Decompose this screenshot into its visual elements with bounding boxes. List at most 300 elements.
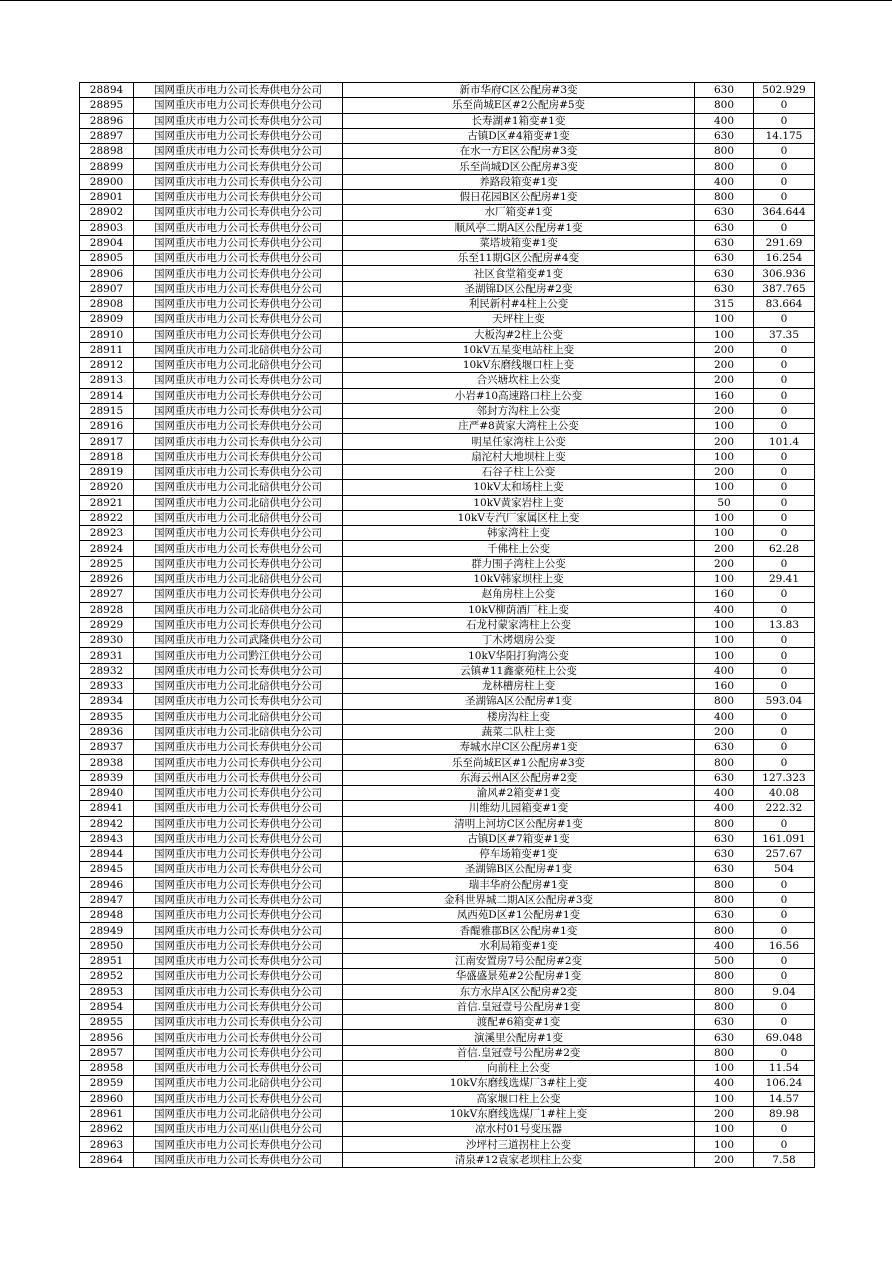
value-cell: 127.323 (754, 770, 815, 785)
value-cell: 83.664 (754, 296, 815, 311)
station-name-cell: 瑞丰华府公配房#1变 (343, 877, 695, 892)
station-name-cell: 圣湖锦B区公配房#1变 (343, 862, 695, 877)
company-cell: 国网重庆市电力公司长寿供电分公司 (134, 938, 343, 953)
company-cell: 国网重庆市电力公司长寿供电分公司 (134, 403, 343, 418)
company-cell: 国网重庆市电力公司长寿供电分公司 (134, 954, 343, 969)
station-name-cell: 10kV太和场柱上变 (343, 480, 695, 495)
row-number-cell: 28913 (80, 373, 134, 388)
table-row (80, 342, 815, 357)
station-name-cell: 假日花园B区公配房#1变 (343, 189, 695, 204)
row-number-cell: 28959 (80, 1076, 134, 1091)
value-cell: 0 (754, 648, 815, 663)
row-number-cell: 28956 (80, 1030, 134, 1045)
value-cell: 0 (754, 403, 815, 418)
company-cell: 国网重庆市电力公司长寿供电分公司 (134, 526, 343, 541)
company-cell: 国网重庆市电力公司长寿供电分公司 (134, 1061, 343, 1076)
station-name-cell: 邻封方沟柱上公变 (343, 403, 695, 418)
row-number-cell: 28938 (80, 755, 134, 770)
row-number-cell: 28948 (80, 908, 134, 923)
station-name-cell: 乐至11期G区公配房#4变 (343, 251, 695, 266)
station-name-cell: 在水一方E区公配房#3变 (343, 144, 695, 159)
company-cell: 国网重庆市电力公司长寿供电分公司 (134, 189, 343, 204)
company-cell: 国网重庆市电力公司长寿供电分公司 (134, 908, 343, 923)
value-cell: 16.254 (754, 251, 815, 266)
row-number-cell: 28947 (80, 892, 134, 907)
capacity-cell: 400 (695, 602, 754, 617)
company-cell: 国网重庆市电力公司长寿供电分公司 (134, 1091, 343, 1106)
company-cell: 国网重庆市电力公司长寿供电分公司 (134, 1015, 343, 1030)
value-cell: 0 (754, 419, 815, 434)
station-name-cell: 10kV柳荫酒厂柱上变 (343, 602, 695, 617)
station-name-cell: 凉水村01号变压器 (343, 1122, 695, 1137)
row-number-cell: 28914 (80, 388, 134, 403)
company-cell: 国网重庆市电力公司长寿供电分公司 (134, 999, 343, 1014)
table-row (80, 617, 815, 632)
capacity-cell: 630 (695, 740, 754, 755)
table-row (80, 633, 815, 648)
capacity-cell: 800 (695, 755, 754, 770)
capacity-cell: 800 (695, 984, 754, 999)
table-row (80, 189, 815, 204)
capacity-cell: 630 (695, 1015, 754, 1030)
table-row (80, 495, 815, 510)
value-cell: 0 (754, 312, 815, 327)
capacity-cell: 100 (695, 449, 754, 464)
row-number-cell: 28936 (80, 724, 134, 739)
station-name-cell: 乐至尚城E区#1公配房#3变 (343, 755, 695, 770)
value-cell: 0 (754, 954, 815, 969)
company-cell: 国网重庆市电力公司长寿供电分公司 (134, 847, 343, 862)
value-cell: 13.83 (754, 617, 815, 632)
table-row (80, 755, 815, 770)
company-cell: 国网重庆市电力公司长寿供电分公司 (134, 251, 343, 266)
capacity-cell: 630 (695, 205, 754, 220)
company-cell: 国网重庆市电力公司长寿供电分公司 (134, 312, 343, 327)
capacity-cell: 630 (695, 1030, 754, 1045)
table-row (80, 1137, 815, 1152)
table-row (80, 281, 815, 296)
table-row (80, 938, 815, 953)
table-row (80, 266, 815, 281)
table-row (80, 847, 815, 862)
table-row (80, 1106, 815, 1121)
capacity-cell: 630 (695, 847, 754, 862)
capacity-cell: 630 (695, 908, 754, 923)
row-number-cell: 28939 (80, 770, 134, 785)
company-cell: 国网重庆市电力公司长寿供电分公司 (134, 296, 343, 311)
row-number-cell: 28904 (80, 235, 134, 250)
station-name-cell: 香醍雅郡B区公配房#1变 (343, 923, 695, 938)
capacity-cell: 160 (695, 587, 754, 602)
value-cell: 0 (754, 98, 815, 113)
capacity-cell: 800 (695, 923, 754, 938)
company-cell: 国网重庆市电力公司长寿供电分公司 (134, 587, 343, 602)
station-name-cell: 华盛盛景苑#2公配房#1变 (343, 969, 695, 984)
row-number-cell: 28907 (80, 281, 134, 296)
value-cell: 37.35 (754, 327, 815, 342)
row-number-cell: 28952 (80, 969, 134, 984)
table-row (80, 908, 815, 923)
company-cell: 国网重庆市电力公司长寿供电分公司 (134, 923, 343, 938)
station-name-cell: 10kV韩家坝柱上变 (343, 572, 695, 587)
station-name-cell: 10kV黄家岩柱上变 (343, 495, 695, 510)
company-cell: 国网重庆市电力公司长寿供电分公司 (134, 755, 343, 770)
value-cell: 0 (754, 908, 815, 923)
table-row (80, 1091, 815, 1106)
table-row (80, 388, 815, 403)
table-row (80, 816, 815, 831)
capacity-cell: 400 (695, 938, 754, 953)
station-name-cell: 养路段箱变#1变 (343, 174, 695, 189)
company-cell: 国网重庆市电力公司北碚供电分公司 (134, 572, 343, 587)
station-name-cell: 群力围子湾柱上公变 (343, 556, 695, 571)
capacity-cell: 100 (695, 1061, 754, 1076)
company-cell: 国网重庆市电力公司长寿供电分公司 (134, 862, 343, 877)
table-row (80, 541, 815, 556)
station-name-cell: 云镇#11鑫豪苑柱上公变 (343, 663, 695, 678)
company-cell: 国网重庆市电力公司长寿供电分公司 (134, 83, 343, 98)
row-number-cell: 28933 (80, 678, 134, 693)
company-cell: 国网重庆市电力公司长寿供电分公司 (134, 434, 343, 449)
table-row (80, 159, 815, 174)
station-name-cell: 10kV东磨线选煤厂3#柱上变 (343, 1076, 695, 1091)
row-number-cell: 28931 (80, 648, 134, 663)
value-cell: 593.04 (754, 694, 815, 709)
value-cell: 106.24 (754, 1076, 815, 1091)
value-cell: 14.175 (754, 128, 815, 143)
table-row (80, 358, 815, 373)
table-row (80, 984, 815, 999)
station-name-cell: 石龙村蒙家湾柱上公变 (343, 617, 695, 632)
company-cell: 国网重庆市电力公司长寿供电分公司 (134, 831, 343, 846)
company-cell: 国网重庆市电力公司武隆供电分公司 (134, 633, 343, 648)
value-cell: 0 (754, 587, 815, 602)
company-cell: 国网重庆市电力公司长寿供电分公司 (134, 617, 343, 632)
table-row (80, 1152, 815, 1167)
capacity-cell: 100 (695, 572, 754, 587)
station-name-cell: 明星任家湾柱上公变 (343, 434, 695, 449)
row-number-cell: 28946 (80, 877, 134, 892)
company-cell: 国网重庆市电力公司长寿供电分公司 (134, 373, 343, 388)
table-row (80, 954, 815, 969)
table-row (80, 556, 815, 571)
row-number-cell: 28935 (80, 709, 134, 724)
value-cell: 69.048 (754, 1030, 815, 1045)
company-cell: 国网重庆市电力公司北碚供电分公司 (134, 1106, 343, 1121)
row-number-cell: 28953 (80, 984, 134, 999)
table-row (80, 831, 815, 846)
value-cell: 0 (754, 740, 815, 755)
capacity-cell: 800 (695, 159, 754, 174)
capacity-cell: 400 (695, 785, 754, 800)
table-row (80, 740, 815, 755)
company-cell: 国网重庆市电力公司长寿供电分公司 (134, 174, 343, 189)
station-name-cell: 利民新村#4柱上公变 (343, 296, 695, 311)
station-name-cell: 高家堰口柱上公变 (343, 1091, 695, 1106)
table-row (80, 98, 815, 113)
station-name-cell: 首信.皇冠壹号公配房#2变 (343, 1045, 695, 1060)
station-name-cell: 东方水岸A区公配房#2变 (343, 984, 695, 999)
value-cell: 222.32 (754, 801, 815, 816)
capacity-cell: 200 (695, 465, 754, 480)
company-cell: 国网重庆市电力公司长寿供电分公司 (134, 801, 343, 816)
row-number-cell: 28900 (80, 174, 134, 189)
capacity-cell: 400 (695, 113, 754, 128)
capacity-cell: 630 (695, 128, 754, 143)
capacity-cell: 100 (695, 633, 754, 648)
value-cell: 0 (754, 388, 815, 403)
capacity-cell: 800 (695, 969, 754, 984)
company-cell: 国网重庆市电力公司长寿供电分公司 (134, 205, 343, 220)
value-cell: 0 (754, 174, 815, 189)
value-cell: 16.56 (754, 938, 815, 953)
row-number-cell: 28922 (80, 510, 134, 525)
table-row (80, 1122, 815, 1137)
station-name-cell: 蔬菜二队柱上变 (343, 724, 695, 739)
table-row (80, 220, 815, 235)
table-row (80, 1045, 815, 1060)
value-cell: 0 (754, 755, 815, 770)
row-number-cell: 28943 (80, 831, 134, 846)
company-cell: 国网重庆市电力公司长寿供电分公司 (134, 663, 343, 678)
value-cell: 0 (754, 999, 815, 1014)
company-cell: 国网重庆市电力公司长寿供电分公司 (134, 892, 343, 907)
value-cell: 40.08 (754, 785, 815, 800)
station-name-cell: 圣湖锦A区公配房#1变 (343, 694, 695, 709)
row-number-cell: 28954 (80, 999, 134, 1014)
capacity-cell: 630 (695, 251, 754, 266)
station-name-cell: 川维幼儿园箱变#1变 (343, 801, 695, 816)
station-name-cell: 扇沱村大地坝柱上变 (343, 449, 695, 464)
company-cell: 国网重庆市电力公司长寿供电分公司 (134, 327, 343, 342)
capacity-cell: 315 (695, 296, 754, 311)
capacity-cell: 800 (695, 144, 754, 159)
value-cell: 0 (754, 923, 815, 938)
table-row (80, 327, 815, 342)
value-cell: 0 (754, 526, 815, 541)
station-name-cell: 新市华府C区公配房#3变 (343, 83, 695, 98)
value-cell: 0 (754, 602, 815, 617)
row-number-cell: 28944 (80, 847, 134, 862)
station-name-cell: 古镇D区#4箱变#1变 (343, 128, 695, 143)
value-cell: 0 (754, 1045, 815, 1060)
value-cell: 7.58 (754, 1152, 815, 1167)
value-cell: 29.41 (754, 572, 815, 587)
company-cell: 国网重庆市电力公司北碚供电分公司 (134, 678, 343, 693)
capacity-cell: 100 (695, 312, 754, 327)
value-cell: 0 (754, 159, 815, 174)
capacity-cell: 800 (695, 694, 754, 709)
row-number-cell: 28937 (80, 740, 134, 755)
table-row (80, 1076, 815, 1091)
table-row (80, 709, 815, 724)
station-name-cell: 金科世界城二期A区公配房#3变 (343, 892, 695, 907)
station-name-cell: 千佛柱上公变 (343, 541, 695, 556)
row-number-cell: 28945 (80, 862, 134, 877)
row-number-cell: 28927 (80, 587, 134, 602)
table-row (80, 144, 815, 159)
company-cell: 国网重庆市电力公司北碚供电分公司 (134, 709, 343, 724)
value-cell: 0 (754, 556, 815, 571)
table-row (80, 83, 815, 98)
company-cell: 国网重庆市电力公司北碚供电分公司 (134, 724, 343, 739)
table-row (80, 602, 815, 617)
value-cell: 161.091 (754, 831, 815, 846)
table-row (80, 663, 815, 678)
row-number-cell: 28905 (80, 251, 134, 266)
company-cell: 国网重庆市电力公司黔江供电分公司 (134, 648, 343, 663)
row-number-cell: 28920 (80, 480, 134, 495)
station-name-cell: 韩家湾柱上变 (343, 526, 695, 541)
capacity-cell: 630 (695, 83, 754, 98)
row-number-cell: 28912 (80, 358, 134, 373)
table-row (80, 770, 815, 785)
company-cell: 国网重庆市电力公司北碚供电分公司 (134, 495, 343, 510)
station-name-cell: 清泉#12袁家老坝柱上公变 (343, 1152, 695, 1167)
row-number-cell: 28960 (80, 1091, 134, 1106)
company-cell: 国网重庆市电力公司长寿供电分公司 (134, 1045, 343, 1060)
station-name-cell: 10kV东磨线堰口柱上变 (343, 358, 695, 373)
station-name-cell: 龙林槽房柱上变 (343, 678, 695, 693)
company-cell: 国网重庆市电力公司北碚供电分公司 (134, 510, 343, 525)
row-number-cell: 28951 (80, 954, 134, 969)
capacity-cell: 100 (695, 419, 754, 434)
table-row (80, 434, 815, 449)
company-cell: 国网重庆市电力公司北碚供电分公司 (134, 480, 343, 495)
row-number-cell: 28926 (80, 572, 134, 587)
capacity-cell: 100 (695, 327, 754, 342)
station-name-cell: 清明上河坊C区公配房#1变 (343, 816, 695, 831)
value-cell: 11.54 (754, 1061, 815, 1076)
table-row (80, 373, 815, 388)
row-number-cell: 28911 (80, 342, 134, 357)
capacity-cell: 100 (695, 617, 754, 632)
row-number-cell: 28940 (80, 785, 134, 800)
table-row (80, 923, 815, 938)
row-number-cell: 28910 (80, 327, 134, 342)
table-row (80, 403, 815, 418)
company-cell: 国网重庆市电力公司长寿供电分公司 (134, 694, 343, 709)
company-cell: 国网重庆市电力公司长寿供电分公司 (134, 128, 343, 143)
capacity-cell: 200 (695, 434, 754, 449)
capacity-cell: 200 (695, 1152, 754, 1167)
company-cell: 国网重庆市电力公司长寿供电分公司 (134, 159, 343, 174)
row-number-cell: 28908 (80, 296, 134, 311)
station-name-cell: 10kV五星变电站柱上变 (343, 342, 695, 357)
station-name-cell: 停车场箱变#1变 (343, 847, 695, 862)
row-number-cell: 28901 (80, 189, 134, 204)
company-cell: 国网重庆市电力公司北碚供电分公司 (134, 342, 343, 357)
table-row (80, 449, 815, 464)
company-cell: 国网重庆市电力公司长寿供电分公司 (134, 816, 343, 831)
company-cell: 国网重庆市电力公司长寿供电分公司 (134, 770, 343, 785)
station-name-cell: 10kV专汽厂家属区柱上变 (343, 510, 695, 525)
table-row (80, 1015, 815, 1030)
table-row (80, 587, 815, 602)
station-name-cell: 10kV华阳打狗湾公变 (343, 648, 695, 663)
table-row (80, 648, 815, 663)
station-name-cell: 渝风#2箱变#1变 (343, 785, 695, 800)
capacity-cell: 630 (695, 235, 754, 250)
station-name-cell: 寿城水岸C区公配房#1变 (343, 740, 695, 755)
capacity-cell: 200 (695, 724, 754, 739)
company-cell: 国网重庆市电力公司长寿供电分公司 (134, 785, 343, 800)
value-cell: 0 (754, 678, 815, 693)
row-number-cell: 28918 (80, 449, 134, 464)
capacity-cell: 200 (695, 556, 754, 571)
capacity-cell: 400 (695, 663, 754, 678)
station-name-cell: 合兴塘坎柱上公变 (343, 373, 695, 388)
row-number-cell: 28924 (80, 541, 134, 556)
table-row (80, 113, 815, 128)
row-number-cell: 28896 (80, 113, 134, 128)
table-row (80, 296, 815, 311)
row-number-cell: 28902 (80, 205, 134, 220)
capacity-cell: 800 (695, 999, 754, 1014)
capacity-cell: 630 (695, 862, 754, 877)
value-cell: 0 (754, 816, 815, 831)
value-cell: 0 (754, 709, 815, 724)
capacity-cell: 800 (695, 98, 754, 113)
company-cell: 国网重庆市电力公司长寿供电分公司 (134, 1152, 343, 1167)
row-number-cell: 28915 (80, 403, 134, 418)
station-name-cell: 庄严#8黄家大湾柱上公变 (343, 419, 695, 434)
company-cell: 国网重庆市电力公司长寿供电分公司 (134, 144, 343, 159)
row-number-cell: 28941 (80, 801, 134, 816)
value-cell: 0 (754, 510, 815, 525)
station-name-cell: 东海云州A区公配房#2变 (343, 770, 695, 785)
value-cell: 14.57 (754, 1091, 815, 1106)
table-row (80, 892, 815, 907)
transformer-table (79, 82, 815, 1168)
value-cell: 504 (754, 862, 815, 877)
station-name-cell: 大板沟#2柱上公变 (343, 327, 695, 342)
value-cell: 62.28 (754, 541, 815, 556)
row-number-cell: 28906 (80, 266, 134, 281)
table-row (80, 235, 815, 250)
company-cell: 国网重庆市电力公司长寿供电分公司 (134, 541, 343, 556)
capacity-cell: 200 (695, 358, 754, 373)
station-name-cell: 沙坪村三道拐柱上公变 (343, 1137, 695, 1152)
capacity-cell: 400 (695, 709, 754, 724)
row-number-cell: 28897 (80, 128, 134, 143)
row-number-cell: 28955 (80, 1015, 134, 1030)
table-row (80, 999, 815, 1014)
row-number-cell: 28962 (80, 1122, 134, 1137)
value-cell: 0 (754, 449, 815, 464)
company-cell: 国网重庆市电力公司长寿供电分公司 (134, 281, 343, 296)
table-row (80, 572, 815, 587)
value-cell: 0 (754, 495, 815, 510)
company-cell: 国网重庆市电力公司北碚供电分公司 (134, 602, 343, 617)
station-name-cell: 演溪里公配房#1变 (343, 1030, 695, 1045)
table-row (80, 526, 815, 541)
capacity-cell: 200 (695, 373, 754, 388)
station-name-cell: 10kV东磨线选煤厂1#柱上变 (343, 1106, 695, 1121)
value-cell: 502.929 (754, 83, 815, 98)
capacity-cell: 100 (695, 648, 754, 663)
capacity-cell: 400 (695, 174, 754, 189)
company-cell: 国网重庆市电力公司长寿供电分公司 (134, 556, 343, 571)
capacity-cell: 800 (695, 877, 754, 892)
station-name-cell: 乐至尚城E区#2公配房#5变 (343, 98, 695, 113)
value-cell: 364.644 (754, 205, 815, 220)
value-cell: 0 (754, 724, 815, 739)
capacity-cell: 200 (695, 1106, 754, 1121)
station-name-cell: 圣湖锦D区公配房#2变 (343, 281, 695, 296)
value-cell: 0 (754, 220, 815, 235)
table-row (80, 724, 815, 739)
